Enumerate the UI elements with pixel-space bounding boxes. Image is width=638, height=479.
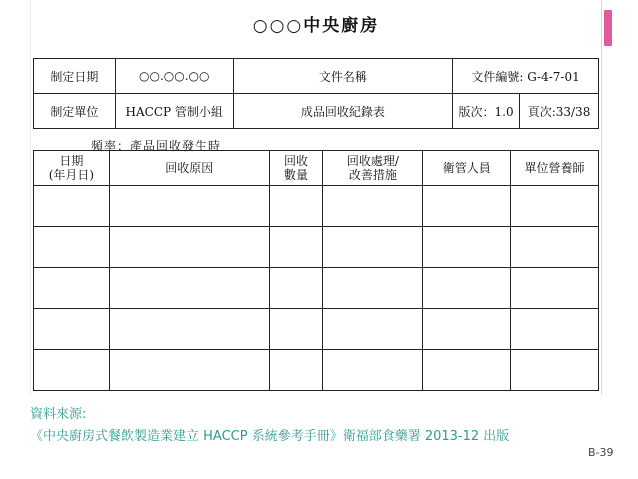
column-header: 回收處理/ 改善措施 xyxy=(323,151,423,186)
document-header-table xyxy=(33,58,599,129)
table-row xyxy=(34,309,599,350)
recall-log-table xyxy=(33,150,599,391)
date-value: ○○.○○.○○ xyxy=(115,59,233,94)
column-header: 回收 數量 xyxy=(269,151,323,186)
source-citation xyxy=(30,404,509,448)
table-row xyxy=(34,186,599,227)
source-label: 資料來源: xyxy=(30,407,87,422)
column-header: 單位營養師 xyxy=(511,151,599,186)
slide-page-number: B-39 xyxy=(588,446,614,459)
table-row xyxy=(34,350,599,391)
unit-value: HACCP 管制小組 xyxy=(115,94,233,129)
frequency-note: 頻率：產品回收發生時 xyxy=(91,139,222,153)
accent-bar xyxy=(604,10,612,46)
version-page-cell xyxy=(453,94,599,129)
file-number: 文件編號: G-4-7-01 xyxy=(453,59,599,94)
document-page xyxy=(30,0,602,395)
version: 版次：1.0 xyxy=(453,94,520,128)
source-text: 《中央廚房式餐飲製造業建立 HACCP 系統參考手冊》衛福部食藥署 2013-12 出版 xyxy=(30,429,510,444)
unit-label: 制定單位 xyxy=(34,94,116,129)
column-header: 日期 (年月日) xyxy=(34,151,110,186)
file-name-label: 文件名稱 xyxy=(233,59,452,94)
document-title: ○○○中央廚房 xyxy=(252,16,380,36)
file-name-value: 成品回收紀錄表 xyxy=(233,94,452,129)
date-label: 制定日期 xyxy=(34,59,116,94)
table-row xyxy=(34,268,599,309)
column-header: 回收原因 xyxy=(109,151,269,186)
column-header: 衛管人員 xyxy=(423,151,511,186)
table-row xyxy=(34,227,599,268)
table-header-row xyxy=(34,151,599,186)
page-of: 頁次:33/38 xyxy=(527,104,591,119)
